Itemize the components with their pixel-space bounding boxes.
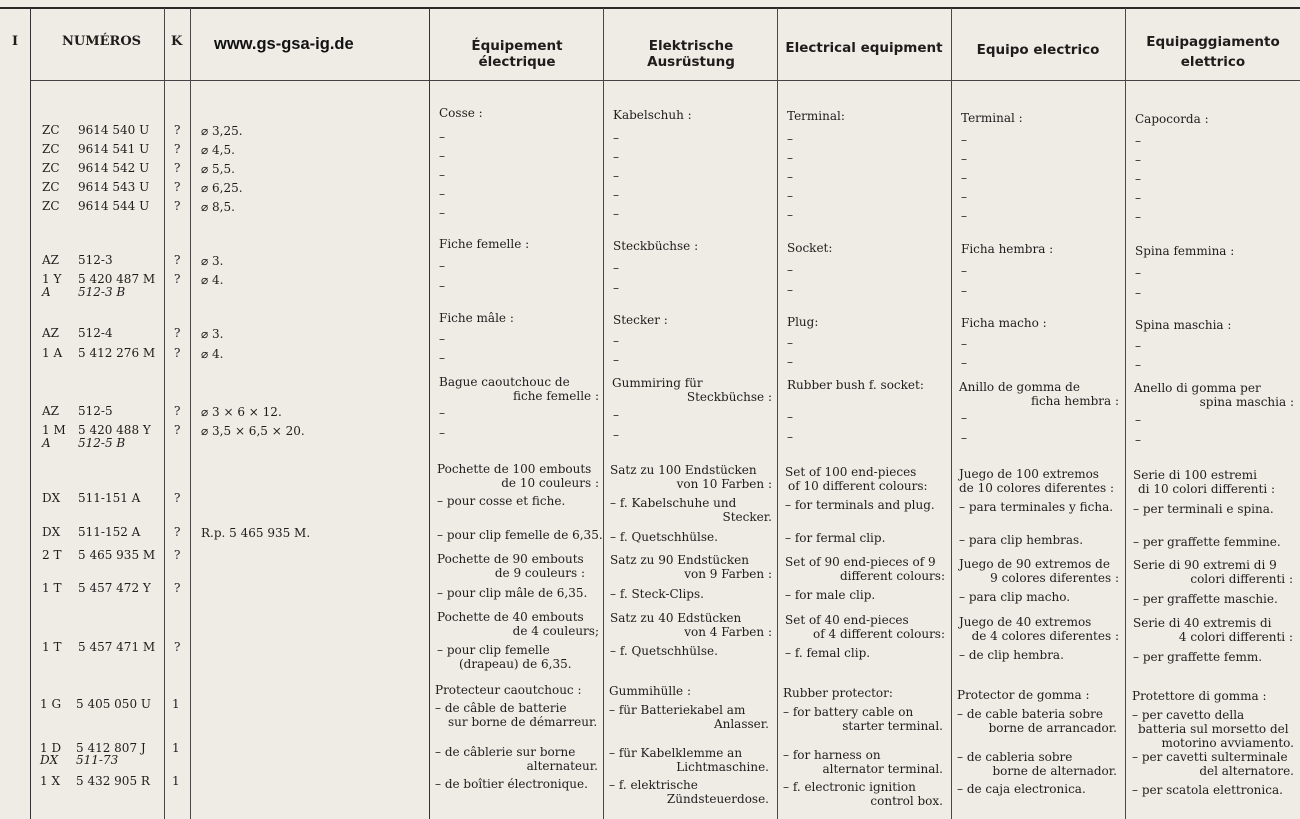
part-num: 512-5 B — [78, 436, 126, 450]
desc-de-1: – f. elektrische — [609, 778, 698, 792]
dash: – — [613, 408, 619, 422]
part-number — [42, 180, 149, 194]
part-number — [42, 272, 155, 286]
part-code: 1 A — [42, 346, 63, 360]
part-number — [42, 161, 149, 175]
part-code: 1 T — [42, 581, 62, 595]
spec: ⌀ 8,5. — [201, 200, 235, 214]
dash: – — [787, 263, 793, 277]
group-title-it: Spina femmina : — [1135, 244, 1235, 258]
dash: – — [787, 430, 793, 444]
kit90-title-es-1: Juego de 90 extremos de — [959, 557, 1110, 571]
part-num: 511-152 A — [78, 525, 141, 539]
dash: – — [787, 132, 793, 146]
part-number — [42, 548, 155, 562]
kit40-title-de-2: von 4 Farben : — [684, 625, 772, 639]
group-title-it: Spina maschia : — [1135, 318, 1232, 332]
dash: – — [613, 334, 619, 348]
part-num: 9614 540 U — [78, 123, 150, 137]
group-title-fr-1: Bague caoutchouc de — [439, 375, 570, 389]
group-title-de: Kabelschuh : — [613, 108, 692, 122]
group-title-es: Ficha hembra : — [961, 242, 1054, 256]
k-value: ? — [174, 326, 181, 340]
kit40-title-de-1: Satz zu 40 Edstücken — [610, 611, 742, 625]
desc-it: – per graffette femm. — [1133, 650, 1263, 664]
desc-fr: – pour cosse et fiche. — [437, 494, 566, 508]
desc-es: – de clip hembra. — [959, 648, 1064, 662]
desc-de: – f. Quetschhülse. — [610, 644, 718, 658]
protector-title-fr: Protecteur caoutchouc : — [435, 683, 582, 697]
part-code: ZC — [42, 161, 60, 175]
desc-de-1: – f. Kabelschuhe und — [610, 496, 737, 510]
desc-en: – f. femal clip. — [785, 646, 871, 660]
spec: ⌀ 6,25. — [201, 181, 243, 195]
part-code: 1 T — [42, 640, 62, 654]
desc-es-2: borne de arrancador. — [988, 721, 1117, 735]
desc-de-1: – für Batteriekabel am — [609, 703, 746, 717]
k-value: 1 — [172, 774, 180, 788]
desc-it-1: – per cavetti sulterminale — [1132, 750, 1288, 764]
part-num: 512-4 — [78, 326, 113, 340]
spec: ⌀ 4,5. — [201, 143, 235, 157]
desc-es: – para terminales y ficha. — [959, 500, 1114, 514]
part-code: 1 M — [42, 423, 66, 437]
group-title-es-2: ficha hembra : — [1030, 394, 1119, 408]
dash: – — [961, 284, 967, 298]
k-value: ? — [174, 548, 181, 562]
part-num: 9614 544 U — [78, 199, 150, 213]
header-spanish: Equipo electrico — [976, 42, 1100, 58]
kit40-title-it-2: 4 colori differenti : — [1178, 630, 1293, 644]
column-divider — [30, 8, 31, 819]
dash: – — [961, 337, 967, 351]
part-number — [42, 640, 155, 654]
kit100-title-de-2: von 10 Farben : — [676, 477, 772, 491]
part-number — [42, 525, 140, 539]
desc-de-2: Lichtmaschine. — [676, 760, 769, 774]
kit40-title-fr-1: Pochette de 40 embouts — [437, 610, 584, 624]
column-divider — [164, 8, 165, 819]
spec: ⌀ 3,5 × 6,5 × 20. — [201, 424, 305, 438]
dash: – — [787, 410, 793, 424]
part-number — [42, 581, 151, 595]
column-divider — [951, 8, 952, 819]
dash: – — [613, 207, 619, 221]
group-title-de: Stecker : — [613, 313, 668, 327]
dash: – — [613, 131, 619, 145]
group-title-en: Socket: — [787, 241, 833, 255]
k-value: 1 — [172, 697, 180, 711]
part-num: 511-151 A — [78, 491, 141, 505]
dash: – — [439, 130, 445, 144]
desc-en-1: – f. electronic ignition — [783, 780, 916, 794]
spec: ⌀ 4. — [201, 347, 224, 361]
part-number — [42, 123, 149, 137]
k-value: ? — [174, 491, 181, 505]
kit40-title-es-2: de 4 colores diferentes : — [971, 629, 1119, 643]
desc-en: – for male clip. — [785, 588, 876, 602]
part-num: 9614 541 U — [78, 142, 150, 156]
part-num: 5 465 935 M — [78, 548, 156, 562]
protector-title-it: Protettore di gomma : — [1132, 689, 1267, 703]
k-value: ? — [174, 123, 181, 137]
part-code: A — [42, 436, 51, 450]
kit90-title-fr-1: Pochette de 90 embouts — [437, 552, 584, 566]
k-value: ? — [174, 525, 181, 539]
group-title-en: Plug: — [787, 315, 819, 329]
desc-it: – per graffette maschie. — [1133, 592, 1278, 606]
header-website: www.gs-gsa-ig.de — [214, 35, 354, 53]
part-code: ZC — [42, 123, 60, 137]
desc-de: – f. Steck-Clips. — [610, 587, 704, 601]
header-english: Electrical equipment — [785, 40, 943, 56]
dash: – — [439, 351, 445, 365]
group-title-de: Steckbüchse : — [613, 239, 699, 253]
dash: – — [961, 264, 967, 278]
group-title-it-2: spina maschia : — [1199, 395, 1294, 409]
k-value: ? — [174, 640, 181, 654]
dash: – — [1135, 286, 1141, 300]
group-title-fr: Cosse : — [439, 106, 483, 120]
part-code: 1 D — [40, 741, 62, 755]
spec: R.p. 5 465 935 M. — [201, 526, 311, 540]
dash: – — [787, 336, 793, 350]
desc-es-1: – de cableria sobre — [957, 750, 1073, 764]
dash: – — [1135, 210, 1141, 224]
header-italian-1: Equipaggiamento — [1146, 34, 1280, 50]
part-number — [42, 326, 113, 340]
dash: – — [1135, 339, 1141, 353]
dash: – — [439, 149, 445, 163]
dash: – — [1135, 153, 1141, 167]
kit90-title-de-1: Satz zu 90 Endstücken — [610, 553, 749, 567]
dash: – — [1135, 433, 1141, 447]
kit40-title-fr-2: de 4 couleurs; — [512, 624, 599, 638]
desc-en: – for terminals and plug. — [785, 498, 935, 512]
header-numeros: NUMÉROS — [62, 34, 142, 49]
k-value: ? — [174, 404, 181, 418]
part-code: 1 Y — [42, 272, 62, 286]
part-number — [42, 404, 113, 418]
dash: – — [1135, 358, 1141, 372]
dash: – — [439, 332, 445, 346]
desc-fr-1: – pour clip femelle — [437, 643, 550, 657]
desc-fr: – pour clip femelle de 6,35. — [437, 528, 603, 542]
desc-es: – de caja electronica. — [957, 782, 1086, 796]
alt-part-number — [42, 436, 125, 450]
group-title-fr: Fiche mâle : — [439, 311, 514, 325]
kit40-title-it-1: Serie di 40 extremis di — [1133, 616, 1272, 630]
spec: ⌀ 3,25. — [201, 124, 243, 138]
desc-de: – f. Quetschhülse. — [610, 530, 718, 544]
column-divider — [777, 8, 778, 819]
part-code: ZC — [42, 199, 60, 213]
dash: – — [613, 428, 619, 442]
desc-en-1: – for battery cable on — [783, 705, 914, 719]
desc-fr-1: – de câblerie sur borne — [435, 745, 576, 759]
k-value: 1 — [172, 741, 180, 755]
dash: – — [439, 168, 445, 182]
part-num: 5 405 050 U — [76, 697, 151, 711]
group-title-it-1: Anello di gomma per — [1134, 381, 1261, 395]
dash: – — [1135, 266, 1141, 280]
dash: – — [613, 169, 619, 183]
part-num: 5 432 905 R — [76, 774, 150, 788]
kit90-title-en-1: Set of 90 end-pieces of 9 — [785, 555, 936, 569]
spec: ⌀ 3. — [201, 327, 224, 341]
desc-fr-2: sur borne de démarreur. — [448, 715, 598, 729]
kit100-title-it-2: di 10 colori differenti : — [1138, 482, 1276, 496]
alt-part-number — [40, 753, 118, 767]
group-title-en: Rubber bush f. socket: — [787, 378, 924, 392]
part-number — [42, 423, 151, 437]
kit100-title-es-1: Juego de 100 extremos — [959, 467, 1099, 481]
k-value: ? — [174, 142, 181, 156]
dash: – — [961, 133, 967, 147]
k-value: ? — [174, 423, 181, 437]
kit40-title-en-2: of 4 different colours: — [813, 627, 945, 641]
desc-de-2: Anlasser. — [713, 717, 769, 731]
desc-fr: – pour clip mâle de 6,35. — [437, 586, 588, 600]
dash: – — [439, 406, 445, 420]
group-title-fr: Fiche femelle : — [439, 237, 530, 251]
protector-title-de: Gummihülle : — [609, 684, 692, 698]
group-title-it: Capocorda : — [1135, 112, 1209, 126]
kit100-title-de-1: Satz zu 100 Endstücken — [610, 463, 757, 477]
group-title-de-2: Steckbüchse : — [686, 390, 772, 404]
group-title-es: Terminal : — [961, 111, 1023, 125]
desc-fr: – de boîtier électronique. — [435, 777, 588, 791]
desc-es-2: borne de alternador. — [992, 764, 1117, 778]
part-code: AZ — [42, 253, 60, 267]
part-code: A — [42, 285, 51, 299]
kit90-title-it-1: Serie di 90 extremi di 9 — [1133, 558, 1277, 572]
part-num: 5 412 807 J — [76, 741, 146, 755]
part-number — [42, 346, 155, 360]
spec: ⌀ 5,5. — [201, 162, 235, 176]
part-num: 9614 542 U — [78, 161, 150, 175]
part-number — [42, 491, 140, 505]
desc-es: – para clip macho. — [959, 590, 1071, 604]
desc-it: – per graffette femmine. — [1133, 535, 1281, 549]
desc-fr-2: alternateur. — [526, 759, 598, 773]
dash: – — [613, 261, 619, 275]
dash: – — [961, 171, 967, 185]
dash: – — [1135, 413, 1141, 427]
part-code: DX — [42, 491, 61, 505]
desc-es-1: – de cable bateria sobre — [957, 707, 1103, 721]
k-value: ? — [174, 199, 181, 213]
part-num: 512-3 B — [78, 285, 126, 299]
k-value: ? — [174, 272, 181, 286]
part-code: DX — [42, 525, 61, 539]
dash: – — [787, 208, 793, 222]
part-number — [40, 697, 151, 711]
desc-en-2: alternator terminal. — [822, 762, 943, 776]
dash: – — [1135, 134, 1141, 148]
part-code: 2 T — [42, 548, 62, 562]
desc-fr-2: (drapeau) de 6,35. — [459, 657, 572, 671]
desc-it: – per terminali e spina. — [1133, 502, 1274, 516]
protector-title-es: Protector de gomma : — [957, 688, 1090, 702]
column-divider — [1125, 8, 1126, 819]
k-value: ? — [174, 346, 181, 360]
k-value: ? — [174, 253, 181, 267]
header-german: Elektrische Ausrüstung — [647, 38, 735, 70]
kit40-title-es-1: Juego de 40 extremos — [959, 615, 1092, 629]
kit90-title-es-2: 9 colores diferentes : — [990, 571, 1119, 585]
dash: – — [787, 151, 793, 165]
part-num: 9614 543 U — [78, 180, 150, 194]
desc-en-2: starter terminal. — [842, 719, 943, 733]
kit100-title-en-1: Set of 100 end-pieces — [785, 465, 917, 479]
desc-it-1: – per cavetto della — [1132, 708, 1245, 722]
part-code: 1 X — [40, 774, 60, 788]
kit100-title-fr-1: Pochette de 100 embouts — [437, 462, 592, 476]
group-title-de-1: Gummiring für — [612, 376, 703, 390]
kit90-title-de-2: von 9 Farben : — [684, 567, 772, 581]
part-num: 512-5 — [78, 404, 113, 418]
column-divider — [603, 8, 604, 819]
part-code: DX — [40, 753, 59, 767]
desc-en-2: control box. — [870, 794, 943, 808]
dash: – — [613, 188, 619, 202]
dash: – — [787, 283, 793, 297]
part-code: ZC — [42, 180, 60, 194]
spec: ⌀ 3. — [201, 254, 224, 268]
kit90-title-it-2: colori differenti : — [1190, 572, 1293, 586]
kit100-title-en-2: of 10 different colours: — [788, 479, 928, 493]
desc-it-3: motorino avviamento. — [1161, 736, 1294, 750]
part-number — [40, 774, 150, 788]
dash: – — [961, 209, 967, 223]
dash: – — [961, 411, 967, 425]
desc-it-2: batteria sul morsetto del — [1138, 722, 1289, 736]
alt-part-number — [42, 285, 125, 299]
dash: – — [1135, 172, 1141, 186]
spec: ⌀ 4. — [201, 273, 224, 287]
dash: – — [613, 150, 619, 164]
desc-it-2: del alternatore. — [1199, 764, 1294, 778]
dash: – — [787, 355, 793, 369]
dash: – — [961, 190, 967, 204]
header-col-i: I — [12, 34, 19, 49]
kit90-title-fr-2: de 9 couleurs : — [494, 566, 585, 580]
dash: – — [961, 356, 967, 370]
kit100-title-fr-2: de 10 couleurs : — [501, 476, 599, 490]
group-title-en: Terminal: — [787, 109, 845, 123]
dash: – — [439, 426, 445, 440]
header-french: Équipement électrique — [471, 38, 563, 70]
desc-en-1: – for harness on — [783, 748, 881, 762]
dash: – — [439, 206, 445, 220]
k-value: ? — [174, 180, 181, 194]
kit100-title-es-2: de 10 colores diferentes : — [959, 481, 1115, 495]
dash: – — [1135, 191, 1141, 205]
spec: ⌀ 3 × 6 × 12. — [201, 405, 282, 419]
kit100-title-it-1: Serie di 100 estremi — [1133, 468, 1258, 482]
dash: – — [439, 187, 445, 201]
desc-de-1: – für Kabelklemme an — [609, 746, 743, 760]
part-num: 5 412 276 M — [78, 346, 156, 360]
desc-fr-1: – de câble de batterie — [435, 701, 567, 715]
dash: – — [787, 170, 793, 184]
part-num: 512-3 — [78, 253, 113, 267]
group-title-fr-2: fiche femelle : — [512, 389, 599, 403]
header-italian-2: elettrico — [1180, 54, 1246, 70]
part-number — [42, 199, 149, 213]
part-code: ZC — [42, 142, 60, 156]
dash: – — [961, 431, 967, 445]
k-value: ? — [174, 581, 181, 595]
kit40-title-en-1: Set of 40 end-pieces — [785, 613, 909, 627]
dash: – — [787, 189, 793, 203]
dash: – — [439, 279, 445, 293]
part-num: 511-73 — [76, 753, 119, 767]
group-title-es: Ficha macho : — [961, 316, 1047, 330]
kit90-title-en-2: different colours: — [839, 569, 945, 583]
desc-es: – para clip hembras. — [959, 533, 1084, 547]
top-rule — [0, 7, 1300, 9]
part-code: AZ — [42, 326, 60, 340]
desc-en: – for fermal clip. — [785, 531, 886, 545]
dash: – — [439, 259, 445, 273]
desc-it: – per scatola elettronica. — [1132, 783, 1283, 797]
k-value: ? — [174, 161, 181, 175]
header-k: K — [171, 34, 183, 49]
part-num: 5 420 487 M — [78, 272, 156, 286]
desc-de-2: Zündsteuerdose. — [666, 792, 769, 806]
dash: – — [613, 281, 619, 295]
part-code: AZ — [42, 404, 60, 418]
part-num: 5 420 488 Y — [78, 423, 151, 437]
protector-title-en: Rubber protector: — [783, 686, 893, 700]
part-number — [42, 253, 113, 267]
dash: – — [613, 353, 619, 367]
desc-de-2: Stecker. — [722, 510, 772, 524]
part-number — [42, 142, 149, 156]
part-code: 1 G — [40, 697, 62, 711]
group-title-es-1: Anillo de gomma de — [959, 380, 1080, 394]
header-rule — [30, 80, 1300, 81]
dash: – — [961, 152, 967, 166]
column-divider — [190, 8, 191, 819]
part-num: 5 457 471 M — [78, 640, 156, 654]
part-num: 5 457 472 Y — [78, 581, 151, 595]
column-divider — [429, 8, 430, 819]
